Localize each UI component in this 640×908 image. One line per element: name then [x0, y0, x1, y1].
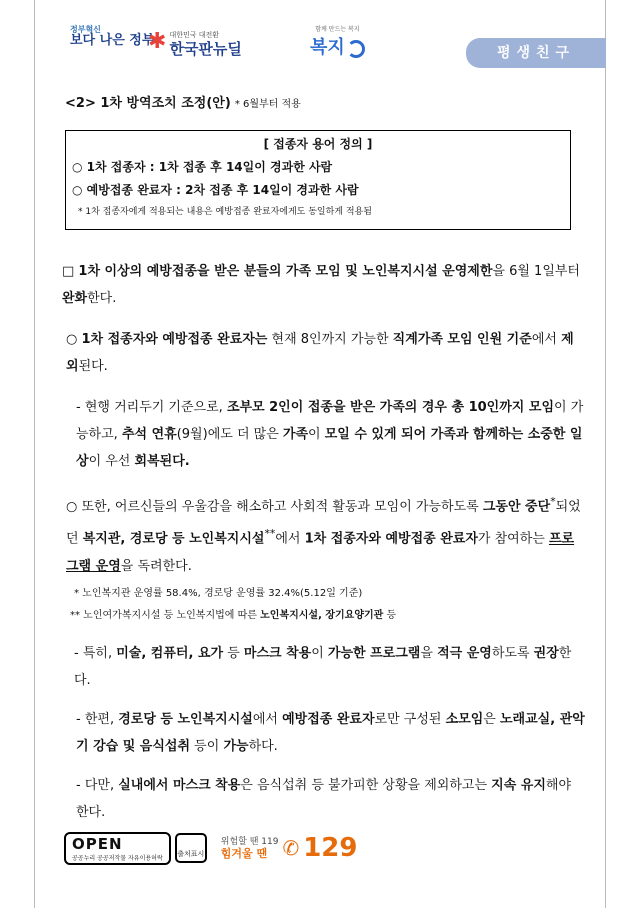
emphasis: 1차 이상의 예방접종을 받은 분들의 가족 모임 및 노인복지시설 운영제한 [78, 264, 493, 279]
footnote-2 [70, 606, 396, 621]
logo2-main: 한국판뉴딜 [169, 40, 242, 58]
emphasis: 실내에서 마스크 착용 [118, 778, 241, 793]
emphasis: 제외 [66, 332, 574, 374]
footer [64, 828, 358, 868]
text: 가 참여하는 [477, 531, 549, 547]
paragraph-3 [76, 394, 586, 475]
text: 해야 한다. [76, 778, 572, 820]
definition-box [65, 130, 571, 230]
text: 로만 구성된 [374, 712, 446, 727]
title-main: <2> 1차 방역조치 조정(안) [65, 96, 231, 111]
emphasis: 조부모 2인이 접종을 받은 가족의 경우 총 10인까지 모임 [226, 400, 554, 415]
footnote-mark: ** [264, 527, 276, 541]
text: 에서 [275, 531, 305, 547]
definition-item: ○ 1차 접종자 : 1차 접종 후 14일이 경과한 사람 [72, 160, 333, 174]
emphasis: 마스크 착용 [243, 646, 312, 661]
text: 이 가능하고, [76, 400, 584, 442]
logo3-sub: 함께 만드는 복지 [315, 26, 360, 33]
emphasis: 모일 수 있게 되어 가족과 함께하는 소중한 일상 [76, 427, 583, 469]
text: 한다. [87, 291, 117, 306]
text: 은 음식섭취 등 불가피한 상황을 제외하고는 [240, 778, 492, 793]
emphasis: 미술, 컴퓨터, 요가 [116, 646, 224, 661]
footnote-mark: * [550, 495, 556, 508]
text: 이 우선 [88, 454, 135, 469]
definition-heading: [ 접종자 용어 정의 ] [263, 137, 373, 151]
section-title [65, 92, 301, 111]
text: 현재 8인까지 가능한 [267, 332, 393, 347]
emphasis: 가능 [223, 739, 249, 754]
logo1-line1: 정부혁신 [70, 25, 101, 34]
government-innovation-logo [70, 24, 154, 46]
emphasis: 1차 접종자와 예방접종 완료자 [304, 531, 478, 547]
header [60, 18, 580, 62]
text: ○ 또한, 어르신들의 우울감을 해소하고 사회적 활동과 모임이 가능하도록 [66, 499, 483, 515]
text: 을 독려한다. [120, 558, 192, 574]
text: - 한편, [76, 712, 119, 727]
paragraph-4 [66, 488, 586, 580]
emphasis: 1차 접종자와 예방접종 완료자는 [81, 332, 268, 347]
text: (9월)에도 더 많은 [176, 427, 283, 442]
logo1-line2: 보다 나은 정부 [70, 33, 155, 48]
text: 한다. [74, 646, 572, 688]
emphasis: 추석 연휴 [121, 427, 177, 442]
help-number: 129 [303, 833, 358, 863]
text: ** 노인여가복지시설 등 노인복지법에 따른 [70, 610, 261, 621]
new-deal-star-icon: ✱ [148, 29, 167, 54]
emphasis: 그동안 중단 [482, 499, 551, 515]
title-note: * 6월부터 적용 [234, 99, 301, 110]
paragraph-1 [62, 258, 592, 312]
bullet: ○ [66, 332, 82, 347]
help-small: 위험할 땐 119 [220, 837, 279, 847]
emphasis: 노인복지시설, 장기요양기관 [260, 610, 384, 621]
attribution-icon [175, 833, 207, 863]
definition-item: ○ 예방접종 완료자 : 2차 접종 후 14일이 경과한 사람 [72, 183, 359, 197]
text: 등 [223, 646, 244, 661]
text: 하다. [248, 739, 278, 754]
paragraph-5 [74, 640, 586, 694]
logo3-main: 복지 [310, 37, 345, 58]
text: - 다만, [76, 778, 119, 793]
open-sub: 공공누리 공공저작물 자유이용허락 [72, 854, 163, 862]
text: 은 [483, 712, 500, 727]
korean-new-deal-logo [148, 28, 242, 56]
emphasis: 복지관, 경로당 등 노인복지시설 [82, 531, 265, 547]
paragraph-6 [76, 706, 586, 760]
logo2-sub: 대한민국 대전환 [169, 31, 219, 39]
text: 이 [311, 646, 328, 661]
emphasis: 지속 유지 [491, 778, 546, 793]
text: 이 [308, 427, 325, 442]
emphasis: 완화 [62, 291, 88, 306]
text: - 현행 거리두기 기준으로, [76, 400, 227, 415]
emphasis: 가능한 프로그램 [327, 646, 421, 661]
text: 을 6월 1일부터 [492, 264, 580, 279]
open-label: OPEN [72, 834, 123, 853]
text: 에서 [531, 332, 562, 347]
emphasis: 노래교실, 관악기 강습 및 음식섭취 [76, 712, 585, 754]
emphasis: 가족 [282, 427, 309, 442]
lifetime-friend-badge: 평생친구 [466, 38, 606, 68]
paragraph-7 [76, 772, 586, 826]
paragraph-2 [66, 326, 586, 380]
text: 된다. [78, 359, 108, 374]
emphasis: 프로그램 운영 [66, 531, 575, 574]
text: 등이 [190, 739, 224, 754]
text: 등 [383, 610, 397, 621]
emphasis: 회복된다. [134, 454, 190, 469]
text: 하도록 [491, 646, 534, 661]
help-big: 힘겨울 땐 [220, 847, 268, 860]
emphasis: 권장 [533, 646, 559, 661]
welfare-logo [310, 24, 365, 59]
helpline-banner [221, 833, 358, 863]
text: 에서 [252, 712, 283, 727]
text: 되었던 [66, 499, 581, 547]
definition-footnote: * 1차 접종자에게 적용되는 내용은 예방접종 완료자에게도 동일하게 적용됨 [78, 207, 372, 217]
emphasis: 소모임 [445, 712, 484, 727]
open-license-logo [64, 832, 171, 865]
emphasis: 적극 운영 [437, 646, 492, 661]
welfare-ring-icon [347, 40, 365, 58]
emphasis: 직계가족 모임 인원 기준 [392, 332, 532, 347]
emphasis: 경로당 등 노인복지시설 [118, 712, 253, 727]
bullet: □ [62, 264, 79, 279]
text: 을 [420, 646, 438, 661]
phone-icon: ✆ [282, 836, 300, 860]
footnote-1: * 노인복지관 운영률 58.4%, 경로당 운영률 32.4%(5.12일 기준) [74, 588, 363, 599]
text: - 특히, [74, 646, 117, 661]
emphasis: 예방접종 완료자 [282, 712, 375, 727]
attribution-label: 출처표시 [177, 850, 205, 858]
